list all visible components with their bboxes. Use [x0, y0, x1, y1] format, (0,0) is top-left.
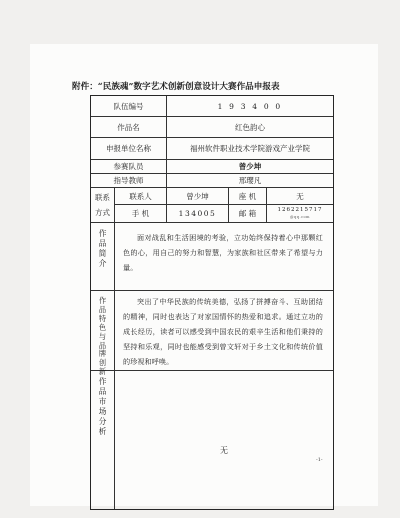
- work-name-value: 红色韵心: [167, 117, 333, 138]
- features-label-text: 作品特色与品牌创新: [98, 296, 107, 377]
- teacher-value: 邢璎凡: [167, 174, 333, 188]
- intro-text: 面对战乱和生活困境的考验，立功始终保持着心中那颗红色的心，用自己的努力和智慧，为家族和社区带来了希望与力量。: [123, 233, 323, 272]
- phone-seat-label: 座 机: [229, 188, 267, 205]
- mobile-value: 134005: [167, 205, 229, 223]
- email-value: 1262215717: [277, 206, 323, 213]
- unit-label: 申报单位名称: [91, 138, 167, 160]
- market-label: [91, 371, 115, 509]
- application-form-table: [90, 95, 334, 510]
- contact-person-label: 联系人: [115, 188, 167, 205]
- market-label-text: 作品市场分析: [98, 377, 107, 436]
- unit-value: 福州软件职业技术学院游戏产业学院: [167, 138, 333, 160]
- form-title: 附件：“民族魂”数字艺术创新创意设计大赛作品申报表: [72, 82, 280, 92]
- members-value: 曾少坤: [167, 160, 333, 174]
- contact-label: 联系方式: [91, 188, 115, 223]
- members-label: 参赛队员: [91, 160, 167, 174]
- email-label: 邮 箱: [229, 205, 267, 223]
- teacher-label: 指导教师: [91, 174, 167, 188]
- features-text: 突出了中华民族的传统美德，弘扬了拼搏奋斗、互助团结的精神，同时也表达了对家国情怀的热爱和追求。通过立功的成长经历，读者可以感受到中国农民的艰辛生活和他们秉持的坚持和乐观，同时也能感受到曾文轩对于乡土文化和传统价值的珍视和呼唤。: [123, 297, 323, 366]
- team-number-value: 1 9 3 4 0 0: [167, 96, 333, 117]
- work-name-label: 作品名: [91, 117, 167, 138]
- phone-seat-value: 无: [267, 188, 333, 205]
- page-number: -1-: [316, 457, 323, 463]
- intro-label-text: 作品简介: [98, 229, 107, 268]
- market-text: 无: [220, 445, 228, 455]
- email-value-small: @qq.com: [290, 214, 310, 219]
- mobile-label: 手 机: [115, 205, 167, 223]
- team-number-label: 队伍编号: [91, 96, 167, 117]
- features-label: [91, 291, 115, 377]
- contact-person-value: 曾少坤: [167, 188, 229, 205]
- email-value-cell: [267, 205, 333, 223]
- intro-label: [91, 223, 115, 291]
